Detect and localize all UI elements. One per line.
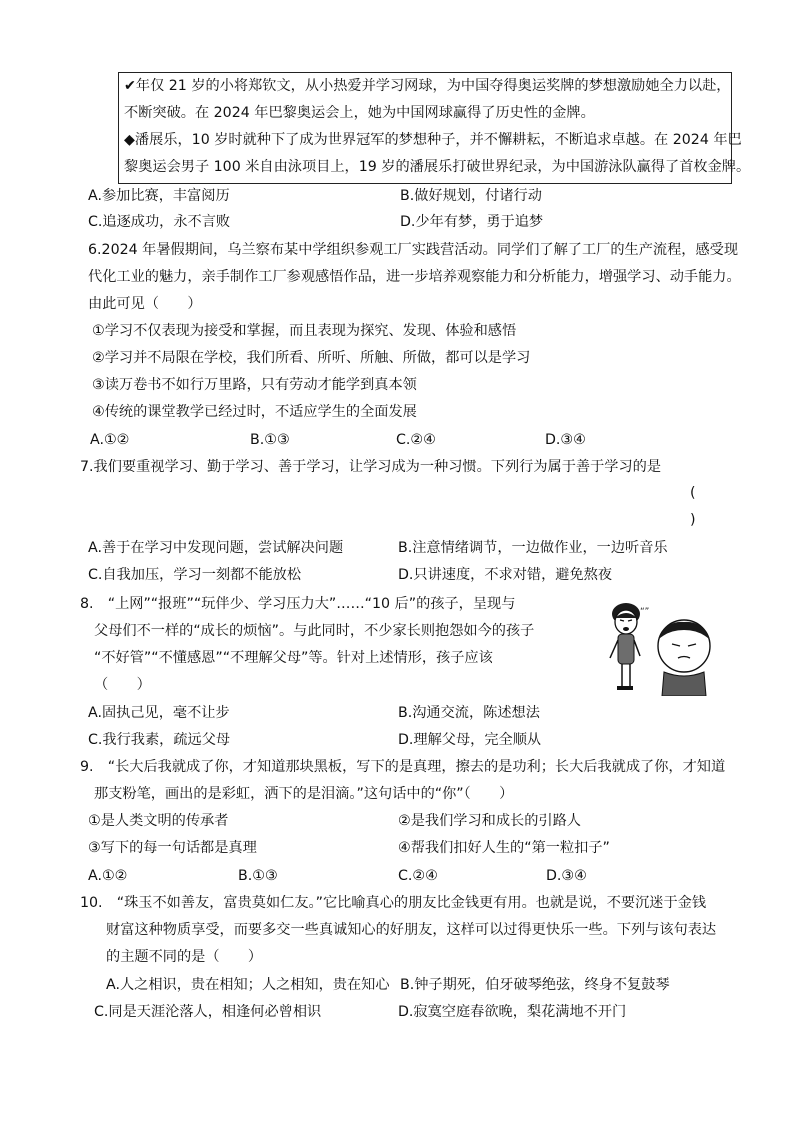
q6-option-a[interactable]: A.①② bbox=[90, 432, 130, 448]
material-line: 黎奥运会男子 100 米自由泳项目上，19 岁的潘展乐打破世界纪录，为中国游泳队赢得了首枚金牌。 bbox=[124, 159, 751, 175]
q8-stem: 8. “上网”“报班”“玩伴少、学习压力大”……“10 后”的孩子，呈现与 bbox=[80, 596, 516, 612]
material-line: 不断突破。在 2024 年巴黎奥运会上，她为中国网球赢得了历史性的金牌。 bbox=[124, 105, 595, 121]
q6-stem: 由此可见（ ） bbox=[88, 296, 202, 312]
q10-option-b[interactable]: B.钟子期死，伯牙破琴绝弦，终身不复鼓琴 bbox=[400, 977, 670, 993]
q9-statement: ④帮我们扣好人生的“第一粒扣子” bbox=[398, 840, 610, 856]
q10-option-d[interactable]: D.寂寞空庭春欲晚，梨花满地不开门 bbox=[398, 1004, 627, 1020]
q5-option-c[interactable]: C.追逐成功，永不言败 bbox=[88, 214, 231, 230]
child-figure bbox=[658, 620, 710, 696]
q7-option-d[interactable]: D.只讲速度，不求对错，避免熬夜 bbox=[398, 567, 613, 583]
q9-statement: ①是人类文明的传承者 bbox=[88, 813, 229, 829]
q8-stem: 父母们不一样的“成长的烦恼”。与此同时，不少家长则抱怨如今的孩子 bbox=[94, 623, 535, 639]
q9-statement: ③写下的每一句话都是真理 bbox=[88, 840, 257, 856]
q5-option-d[interactable]: D.少年有梦，勇于追梦 bbox=[400, 214, 544, 230]
q9-option-a[interactable]: A.①② bbox=[88, 868, 128, 884]
q8-stem: （ ） bbox=[94, 677, 151, 693]
q10-stem: 10. “珠玉不如善友，富贵莫如仁友。”它比喻真心的朋友比金钱更有用。也就是说，不要沉迷于金钱 bbox=[80, 895, 707, 911]
q9-option-d[interactable]: D.③④ bbox=[546, 868, 587, 884]
q8-stem: “不好管”“不懂感恩”“不理解父母”等。针对上述情形，孩子应该 bbox=[94, 650, 493, 666]
mother-figure bbox=[610, 603, 649, 690]
q6-option-d[interactable]: D.③④ bbox=[545, 432, 586, 448]
q8-option-a[interactable]: A.固执己见，毫不让步 bbox=[88, 705, 230, 721]
q6-statement: ①学习不仅表现为接受和掌握，而且表现为探究、发现、体验和感悟 bbox=[92, 323, 517, 339]
q9-stem: 那支粉笔，画出的是彩虹，洒下的是泪滴。”这句话中的“你”（ ） bbox=[94, 786, 514, 802]
q6-statement: ③读万卷书不如行万里路，只有劳动才能学到真本领 bbox=[92, 377, 417, 393]
q8-option-b[interactable]: B.沟通交流，陈述想法 bbox=[398, 705, 540, 721]
q9-option-b[interactable]: B.①③ bbox=[238, 868, 278, 884]
q7-option-c[interactable]: C.自我加压，学习一刻都不能放松 bbox=[88, 567, 302, 583]
q6-stem: 代化工业的魅力，亲手制作工厂参观感悟作品，进一步培养观察能力和分析能力，增强学习、动手能力。 bbox=[88, 269, 741, 285]
q6-statement: ④传统的课堂教学已经过时，不适应学生的全面发展 bbox=[92, 404, 417, 420]
material-line: ◆潘展乐，10 岁时就种下了成为世界冠军的梦想种子，并不懈耕耘，不断追求卓越。在 2024 年巴 bbox=[124, 132, 742, 148]
q10-stem: 财富这种物质享受，而要多交一些真诚知心的好朋友，这样可以过得更快乐一些。下列与该句表达 bbox=[106, 922, 717, 938]
q7-option-b[interactable]: B.注意情绪调节，一边做作业，一边听音乐 bbox=[398, 540, 668, 556]
material-line: ✔年仅 21 岁的小将郑钦文，从小热爱并学习网球，为中国夺得奥运奖牌的梦想激励她全力以赴， bbox=[124, 78, 731, 94]
q6-statement: ②学习并不局限在学校，我们所看、所听、所触、所做，都可以是学习 bbox=[92, 350, 531, 366]
q8-option-c[interactable]: C.我行我素，疏远父母 bbox=[88, 732, 231, 748]
q6-option-b[interactable]: B.①③ bbox=[250, 432, 290, 448]
q10-stem: 的主题不同的是（ ） bbox=[106, 949, 263, 965]
q9-option-c[interactable]: C.②④ bbox=[398, 868, 438, 884]
q5-option-a[interactable]: A.参加比赛，丰富阅历 bbox=[88, 188, 230, 204]
q6-option-c[interactable]: C.②④ bbox=[396, 432, 436, 448]
svg-text:“”: “” bbox=[640, 607, 650, 617]
q10-option-a[interactable]: A.人之相识，贵在相知；人之相知，贵在知心 bbox=[106, 977, 390, 993]
q6-stem: 6.2024 年暑假期间，乌兰察布某中学组织参观工厂实践营活动。同学们了解了工厂的生产流程，感受现 bbox=[88, 242, 739, 258]
q7-option-a[interactable]: A.善于在学习中发现问题，尝试解决问题 bbox=[88, 540, 344, 556]
q10-option-c[interactable]: C.同是天涯沦落人，相逢何必曾相识 bbox=[94, 1004, 322, 1020]
q7-answer-paren: ( bbox=[690, 485, 696, 501]
q7-answer-paren: ) bbox=[690, 512, 696, 528]
q7-stem: 7.我们要重视学习、勤于学习、善于学习，让学习成为一种习惯。下列行为属于善于学习的是 bbox=[80, 459, 662, 475]
q8-option-d[interactable]: D.理解父母，完全顺从 bbox=[398, 732, 542, 748]
q5-option-b[interactable]: B.做好规划，付诸行动 bbox=[400, 188, 542, 204]
parent-child-cartoon bbox=[596, 600, 716, 696]
q9-stem: 9. “长大后我就成了你，才知道那块黑板，写下的是真理，擦去的是功利；长大后我就成了你，才知道 bbox=[80, 759, 726, 775]
q9-statement: ②是我们学习和成长的引路人 bbox=[398, 813, 581, 829]
